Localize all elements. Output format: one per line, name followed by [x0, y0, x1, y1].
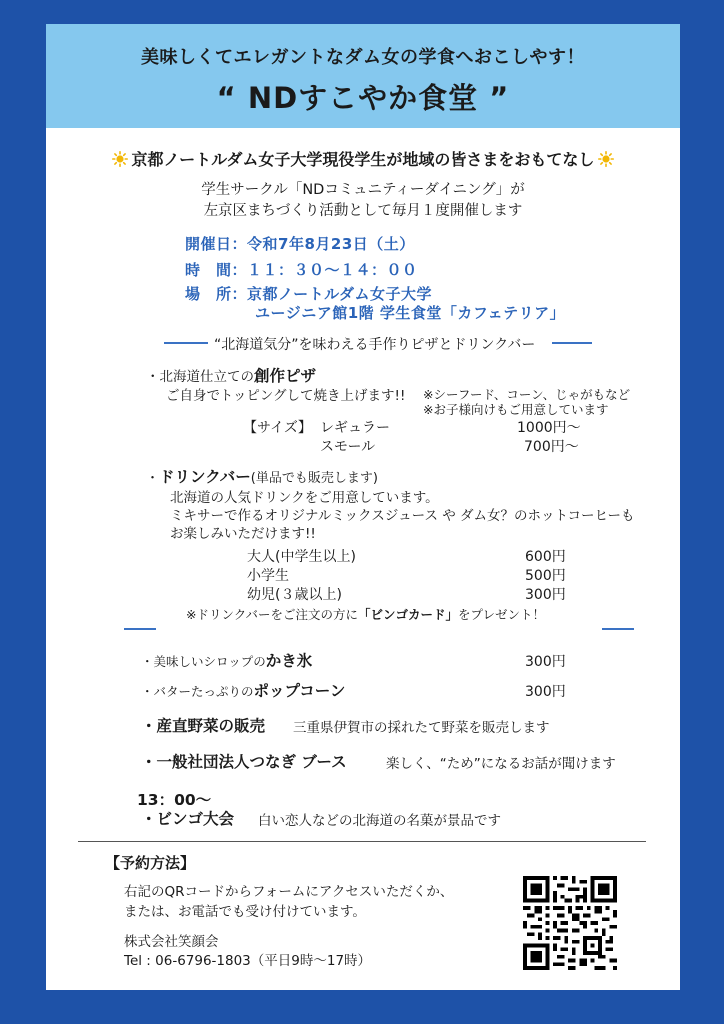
vegetable-sale-title: ・産直野菜の販売: [141, 717, 266, 735]
time-label: 時 間：: [185, 261, 248, 279]
size-price: 1000円～: [517, 420, 581, 436]
header-banner: [46, 24, 680, 128]
page-title: “ NDすこやか食堂 ”: [216, 81, 510, 115]
drink-price: 300円: [525, 587, 566, 603]
booth-desc: 楽しく、“ため”になるお話が聞けます: [386, 756, 616, 772]
drink-price: 500円: [525, 568, 566, 584]
pizza-desc: ご自身でトッピングして焼き上げます!!: [166, 388, 406, 404]
divider-line: [124, 628, 156, 630]
drink-price-name: 小学生: [247, 568, 289, 584]
divider-line: [164, 342, 208, 344]
size-name: スモール: [320, 439, 376, 455]
drink-desc-2: ミキサーで作るオリジナルミックスジュース や ダム女？のホットコーヒーも: [170, 508, 635, 524]
place-label: 場 所：: [185, 285, 248, 303]
flyer-sheet: [46, 24, 680, 990]
tagline: 美味しくてエレガントなダム女の学食へおこしやす！: [141, 47, 585, 68]
divider-line: [552, 342, 592, 344]
menu-heading: “北海道気分”を味わえる手作りピザとドリンクバー: [214, 337, 536, 353]
qr-code-icon[interactable]: [523, 876, 617, 970]
reservation-heading: 【予約方法】: [105, 854, 196, 872]
drink-price-name: 幼児(３歳以上): [247, 587, 342, 603]
extra-prefix: ・美味しいシロップの: [141, 654, 266, 669]
lead-line: [46, 147, 680, 170]
drink-desc-3: お楽しみいただけます!!: [170, 526, 316, 542]
size-price: 700円～: [524, 439, 579, 455]
lead-text: 京都ノートルダム女子大学現役学生が地域の皆さまをおもてなし: [131, 150, 595, 169]
drink-prefix: ・: [146, 471, 160, 486]
bingo-time: 13：00～: [137, 791, 212, 809]
bingo-title: ・ビンゴ大会: [141, 810, 235, 828]
size-name: レギュラー: [320, 420, 390, 436]
sun-icon: [112, 151, 128, 167]
bingo-desc: 白い恋人などの北海道の名菓が景品です: [258, 813, 501, 829]
bingo-card-note: [186, 605, 545, 623]
intro-line-2: 左京区まちづくり活動として毎月１度開催します: [203, 203, 523, 219]
drink-title: [146, 465, 378, 487]
place-value-2: ユージニア館1階 学生食堂「カフェテリア」: [255, 304, 566, 322]
drink-desc-1: 北海道の人気ドリンクをご用意しています。: [170, 490, 439, 506]
phone-number[interactable]: Tel : 06-6796-1803（平日9時～17時）: [124, 953, 372, 969]
pizza-name: 創作ピザ: [254, 367, 317, 385]
pizza-prefix: ・北海道仕立ての: [146, 369, 254, 385]
extra-name: かき氷: [265, 652, 313, 670]
bingo-note-pre: ※ドリンクバーをご注文の方に: [186, 607, 358, 622]
intro-line-1: 学生サークル「NDコミュニティーダイニング」が: [201, 182, 525, 198]
bingo-note-post: をプレゼント！: [458, 607, 546, 622]
date-value: 令和7年8月23日（土）: [247, 235, 415, 253]
extra-name: ポップコーン: [253, 682, 346, 700]
event-date: [185, 233, 415, 254]
event-place: [185, 283, 432, 304]
vegetable-sale-desc: 三重県伊賀市の採れたて野菜を販売します: [293, 720, 550, 736]
booth-title: ・一般社団法人つなぎ ブース: [141, 753, 347, 771]
drink-price-name: 大人(中学生以上): [247, 549, 356, 565]
divider-line: [602, 628, 634, 630]
event-time: [185, 259, 418, 280]
popcorn-item: [141, 679, 345, 701]
shaved-ice-item: [141, 649, 312, 671]
sun-icon: [598, 151, 614, 167]
size-label: 【サイズ】: [243, 420, 312, 436]
extra-prefix: ・バターたっぷりの: [141, 684, 254, 699]
extra-price: 300円: [525, 684, 566, 700]
section-divider: [78, 841, 646, 842]
reservation-line-2: または、お電話でも受け付けています。: [124, 904, 366, 920]
drink-price: 600円: [525, 549, 566, 565]
bingo-card-label: 「ビンゴカード」: [357, 607, 458, 622]
reservation-line-1: 右記のQRコードからフォームにアクセスいただくか、: [124, 884, 454, 900]
extra-price: 300円: [525, 654, 566, 670]
time-value: １１：３０～１４：００: [247, 261, 418, 279]
pizza-note-2: ※お子様向けもご用意しています: [423, 402, 609, 417]
pizza-title: [146, 364, 316, 386]
drink-suffix: (単品でも販売します): [250, 471, 378, 486]
place-value-1: 京都ノートルダム女子大学: [247, 285, 432, 303]
company-name: 株式会社笑顔会: [124, 934, 219, 950]
drink-name: ドリンクバー: [159, 468, 251, 486]
date-label: 開催日：: [185, 235, 248, 253]
pizza-note-1: ※シーフード、コーン、じゃがもなど: [423, 387, 631, 402]
